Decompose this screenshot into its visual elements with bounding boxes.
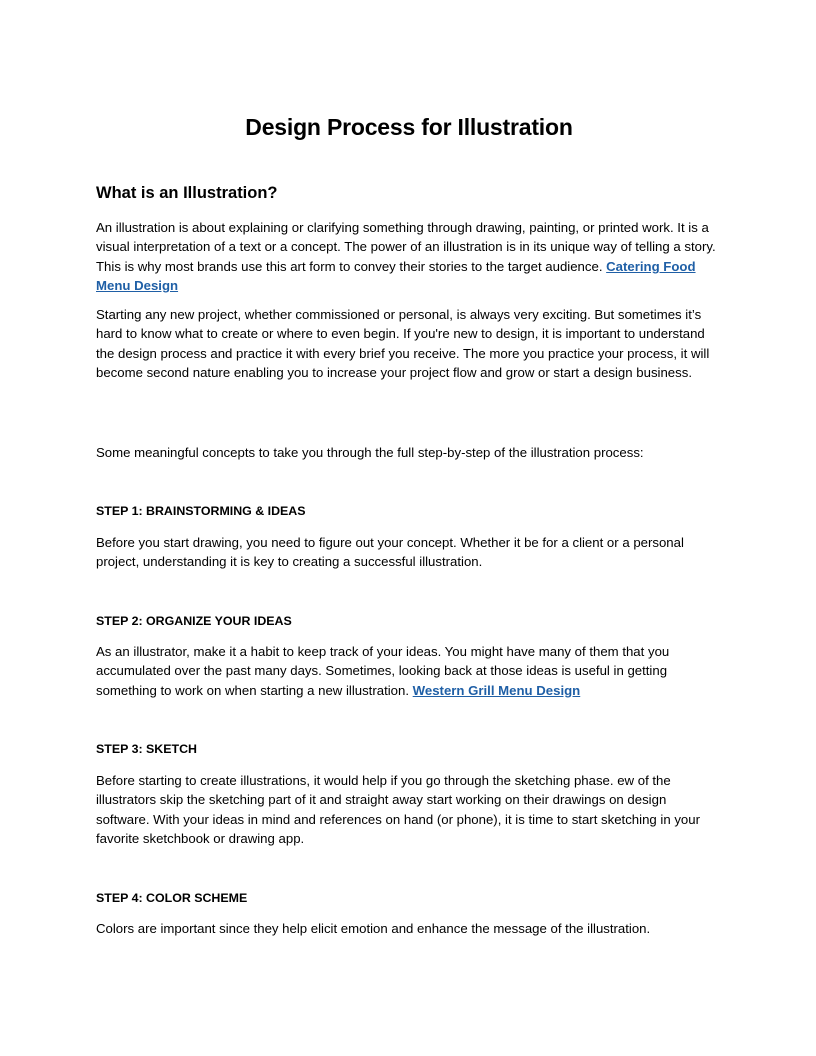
step-1-heading: STEP 1: BRAINSTORMING & IDEAS [96,504,306,518]
paragraph-intro-steps: Some meaningful concepts to take you through the full step-by-step of the illustration process: [96,445,644,460]
step-3-heading: STEP 3: SKETCH [96,742,197,756]
step-2-body [96,642,722,700]
paragraph-text: An illustration is about explaining or clarifying something through drawing, painting, or printed work. It is a visual interpretation of a text or a concept. The power of an illustration is in its unique way of telling a story. This is why most brands use this art form to convey their stories to the target audience. [96,220,716,274]
step-1-body: Before you start drawing, you need to figure out your concept. Whether it be for a client or a personal project, understanding it is key to creating a successful illustration. [96,535,684,570]
western-grill-menu-design-link[interactable]: Western Grill Menu Design [412,682,581,698]
step-4-heading: STEP 4: COLOR SCHEME [96,891,248,905]
paragraph-illustration-definition [96,218,722,296]
step-2-heading: STEP 2: ORGANIZE YOUR IDEAS [96,614,292,628]
paragraph-starting-project: Starting any new project, whether commissioned or personal, is always very exciting. But sometimes it’s hard to know what to create or where to even begin. If you're new to design, it is important to understand the design process and practice it with every brief you receive. The more you practice your process, it will become second nature enabling you to increase your project flow and grow or start a design business. [96,307,710,381]
section-heading: What is an Illustration? [96,184,278,202]
page-title: Design Process for Illustration [245,114,573,140]
step-3-body: Before starting to create illustrations, it would help if you go through the sketching phase. ew of the illustrators skip the sketching part of it and straight away start working on their drawings on design software. With your ideas in mind and references on hand (or phone), it is time to start sketching in your favorite sketchbook or drawing app. [96,773,700,847]
step-4-body: Colors are important since they help elicit emotion and enhance the message of the illustration. [96,921,651,936]
step-2-text: As an illustrator, make it a habit to keep track of your ideas. You might have many of them that you accumulated over the past many days. Sometimes, looking back at those ideas is useful in getting something to work on when starting a new illustration. [96,644,670,698]
catering-food-menu-design-link[interactable]: Catering Food Menu Design [96,258,696,294]
